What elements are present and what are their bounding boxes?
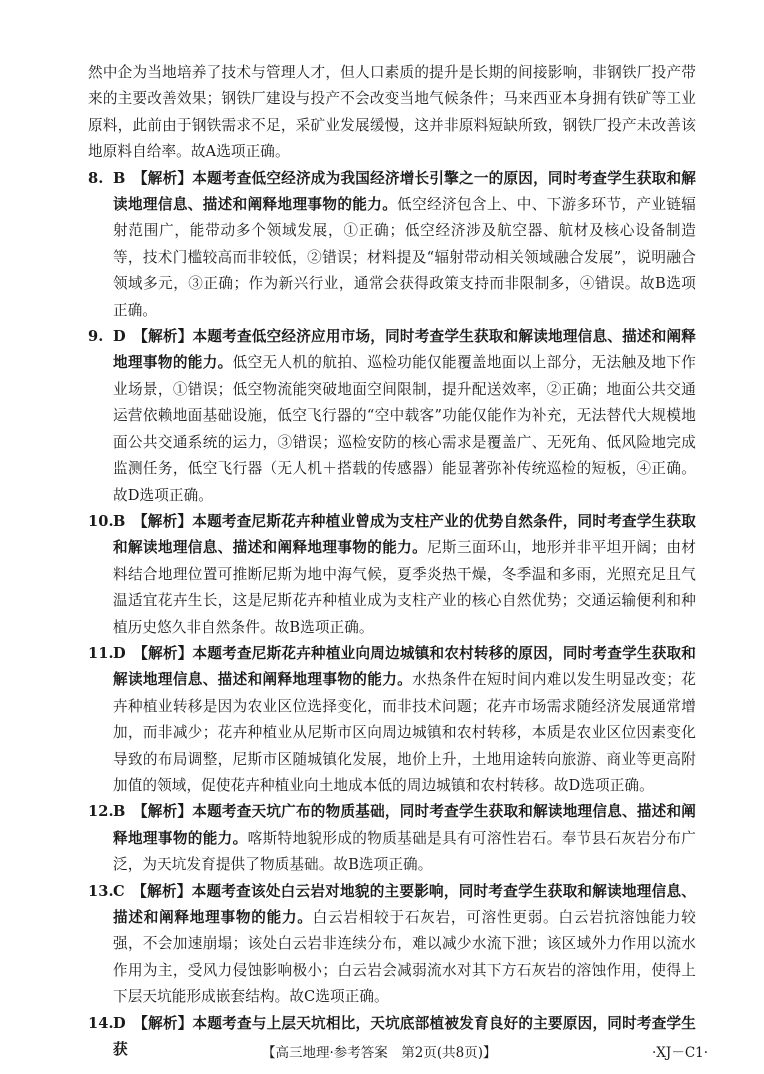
analysis-text: 水热条件在短时间内难以发生明显改变；花卉种植业转移是因为农业区位选择变化，而非技术问题；花卉市场需求随经济发展通常增加，而非减少；花卉种植业从尼斯市区向周边城镇和农村转移，本质是农业区位因素变化导致的布局调整，尼斯市区随城镇化发展，地价上升，土地用途转向旅游、商业等更高附加值的领域，促使花卉种植业向土地成本低的周边城镇和农村转移。故D选项正确。 (113, 671, 696, 794)
analysis-lead: 本题考查该处白云岩对地貌的主要影响，同时考查学生获取和解读地理信息、描述和阐释地理事物的能力。 (113, 882, 696, 926)
answer-letter: D (113, 328, 126, 346)
footer-code: ·XJ－C1· (652, 1045, 709, 1061)
question-number: 9. (88, 328, 104, 346)
answer-item (88, 879, 696, 1011)
analysis-tag: 【解析】 (132, 512, 193, 530)
analysis-lead: 本题考查低空经济成为我国经济增长引擎之一的原因，同时考查学生获取和解读地理信息、描述和阐释地理事物的能力。 (113, 169, 696, 214)
analysis-lead: 本题考查尼斯花卉种植业向周边城镇和农村转移的原因，同时考查学生获取和解读地理信息、描述和阐释地理事物的能力。 (113, 644, 697, 689)
analysis-text: 然中企为当地培养了技术与管理人才，但人口素质的提升是长期的间接影响，非钢铁厂投产带来的主要改善效果；钢铁厂建设与投产不会改变当地气候条件；马来西亚本身拥有铁矿等工业原料，此前由于钢铁需求不足，采矿业发展缓慢，这并非原料短缺所致，钢铁厂投产未改善该地原料自给率。故A选项正确。 (88, 64, 696, 161)
answer-letter: D (113, 1014, 126, 1032)
answer-item (88, 641, 696, 799)
analysis-tag: 【解析】 (133, 644, 193, 662)
analysis-lead: 本题考查低空经济应用市场，同时考查学生获取和解读地理信息、描述和阐释地理事物的能力。 (113, 328, 697, 372)
answer-explanations (88, 60, 696, 1063)
question-number: 8. (88, 169, 104, 187)
footer-page-info: 【高三地理·参考答案 第2页(共8页)】 (262, 1045, 497, 1061)
analysis-tag: 【解析】 (132, 803, 193, 821)
analysis-tag: 【解析】 (132, 882, 192, 900)
question-number: 11. (88, 644, 114, 662)
question-number: 14. (88, 1014, 114, 1032)
answer-item (88, 799, 696, 878)
answer-letter: B (113, 803, 126, 821)
answer-letter: C (113, 882, 125, 900)
answer-continuation (88, 60, 696, 166)
analysis-tag: 【解析】 (132, 169, 193, 187)
analysis-text: 喀斯特地貌形成的物质基础是具有可溶性岩石。奉节县石灰岩分布广泛，为天坑发育提供了物质基础。故B选项正确。 (113, 829, 696, 874)
answer-letter: B (113, 512, 126, 530)
analysis-text: 尼斯三面环山，地形并非平坦开阔；由材料结合地理位置可推断尼斯为地中海气候，夏季炎热干燥，冬季温和多雨，光照充足且气温适宜花卉生长，这是尼斯花卉种植业成为支柱产业的核心自然优势；交通运输便利和种植历史悠久非自然条件。故B选项正确。 (113, 539, 696, 636)
analysis-tag: 【解析】 (133, 1014, 193, 1032)
answer-letter: B (113, 169, 126, 187)
answer-item (88, 166, 696, 324)
analysis-lead: 本题考查天坑广布的物质基础，同时考查学生获取和解读地理信息、描述和阐释地理事物的能力。 (113, 803, 696, 847)
analysis-text: 低空经济包含上、中、下游多环节，产业链辐射范围广，能带动多个领域发展，①正确；低空经济涉及航空器、航材及核心设备制造等，技术门槛较高而非较低，②错误；材料提及“辐射带动相关领域融合发展”，说明融合领域多元，③正确；作为新兴行业，通常会获得政策支持而非限制多，④错误。故B选项正确。 (113, 196, 696, 319)
page-footer (0, 1041, 764, 1063)
answer-item (88, 324, 696, 509)
answer-item (88, 509, 696, 641)
question-number: 12. (88, 803, 114, 821)
answer-letter: D (113, 644, 126, 662)
analysis-text: 白云岩相较于石灰岩，可溶性更弱。白云岩抗溶蚀能力较强，不会加速崩塌；该处白云岩非连续分布，难以减少水流下泄；该区域外力作用以流水作用为主，受风力侵蚀影响极小；白云岩会减弱流水对其下方石灰岩的溶蚀作用，使得上下层天坑能形成嵌套结构。故C选项正确。 (113, 909, 696, 1006)
question-number: 10. (88, 512, 114, 530)
analysis-lead: 本题考查尼斯花卉种植业曾成为支柱产业的优势自然条件，同时考查学生获取和解读地理信息、描述和阐释地理事物的能力。 (113, 512, 696, 557)
analysis-lead: 本题考查与上层天坑相比，天坑底部植被发育良好的主要原因，同时考查学生获 (113, 1014, 697, 1059)
analysis-text: 低空无人机的航拍、巡检功能仅能覆盖地面以上部分，无法触及地下作业场景，①错误；低空物流能突破地面空间限制，提升配送效率，②正确；地面公共交通运营依赖地面基础设施，低空飞行器的“空中载客”功能仅能作为补充，无法替代大规模地面公共交通系统的运力，③错误；巡检安防的核心需求是覆盖广、无死角、低风险地完成监测任务，低空飞行器（无人机＋搭载的传感器）能显著弥补传统巡检的短板，④正确。故D选项正确。 (113, 354, 696, 504)
analysis-tag: 【解析】 (133, 328, 193, 346)
question-number: 13. (88, 882, 114, 900)
